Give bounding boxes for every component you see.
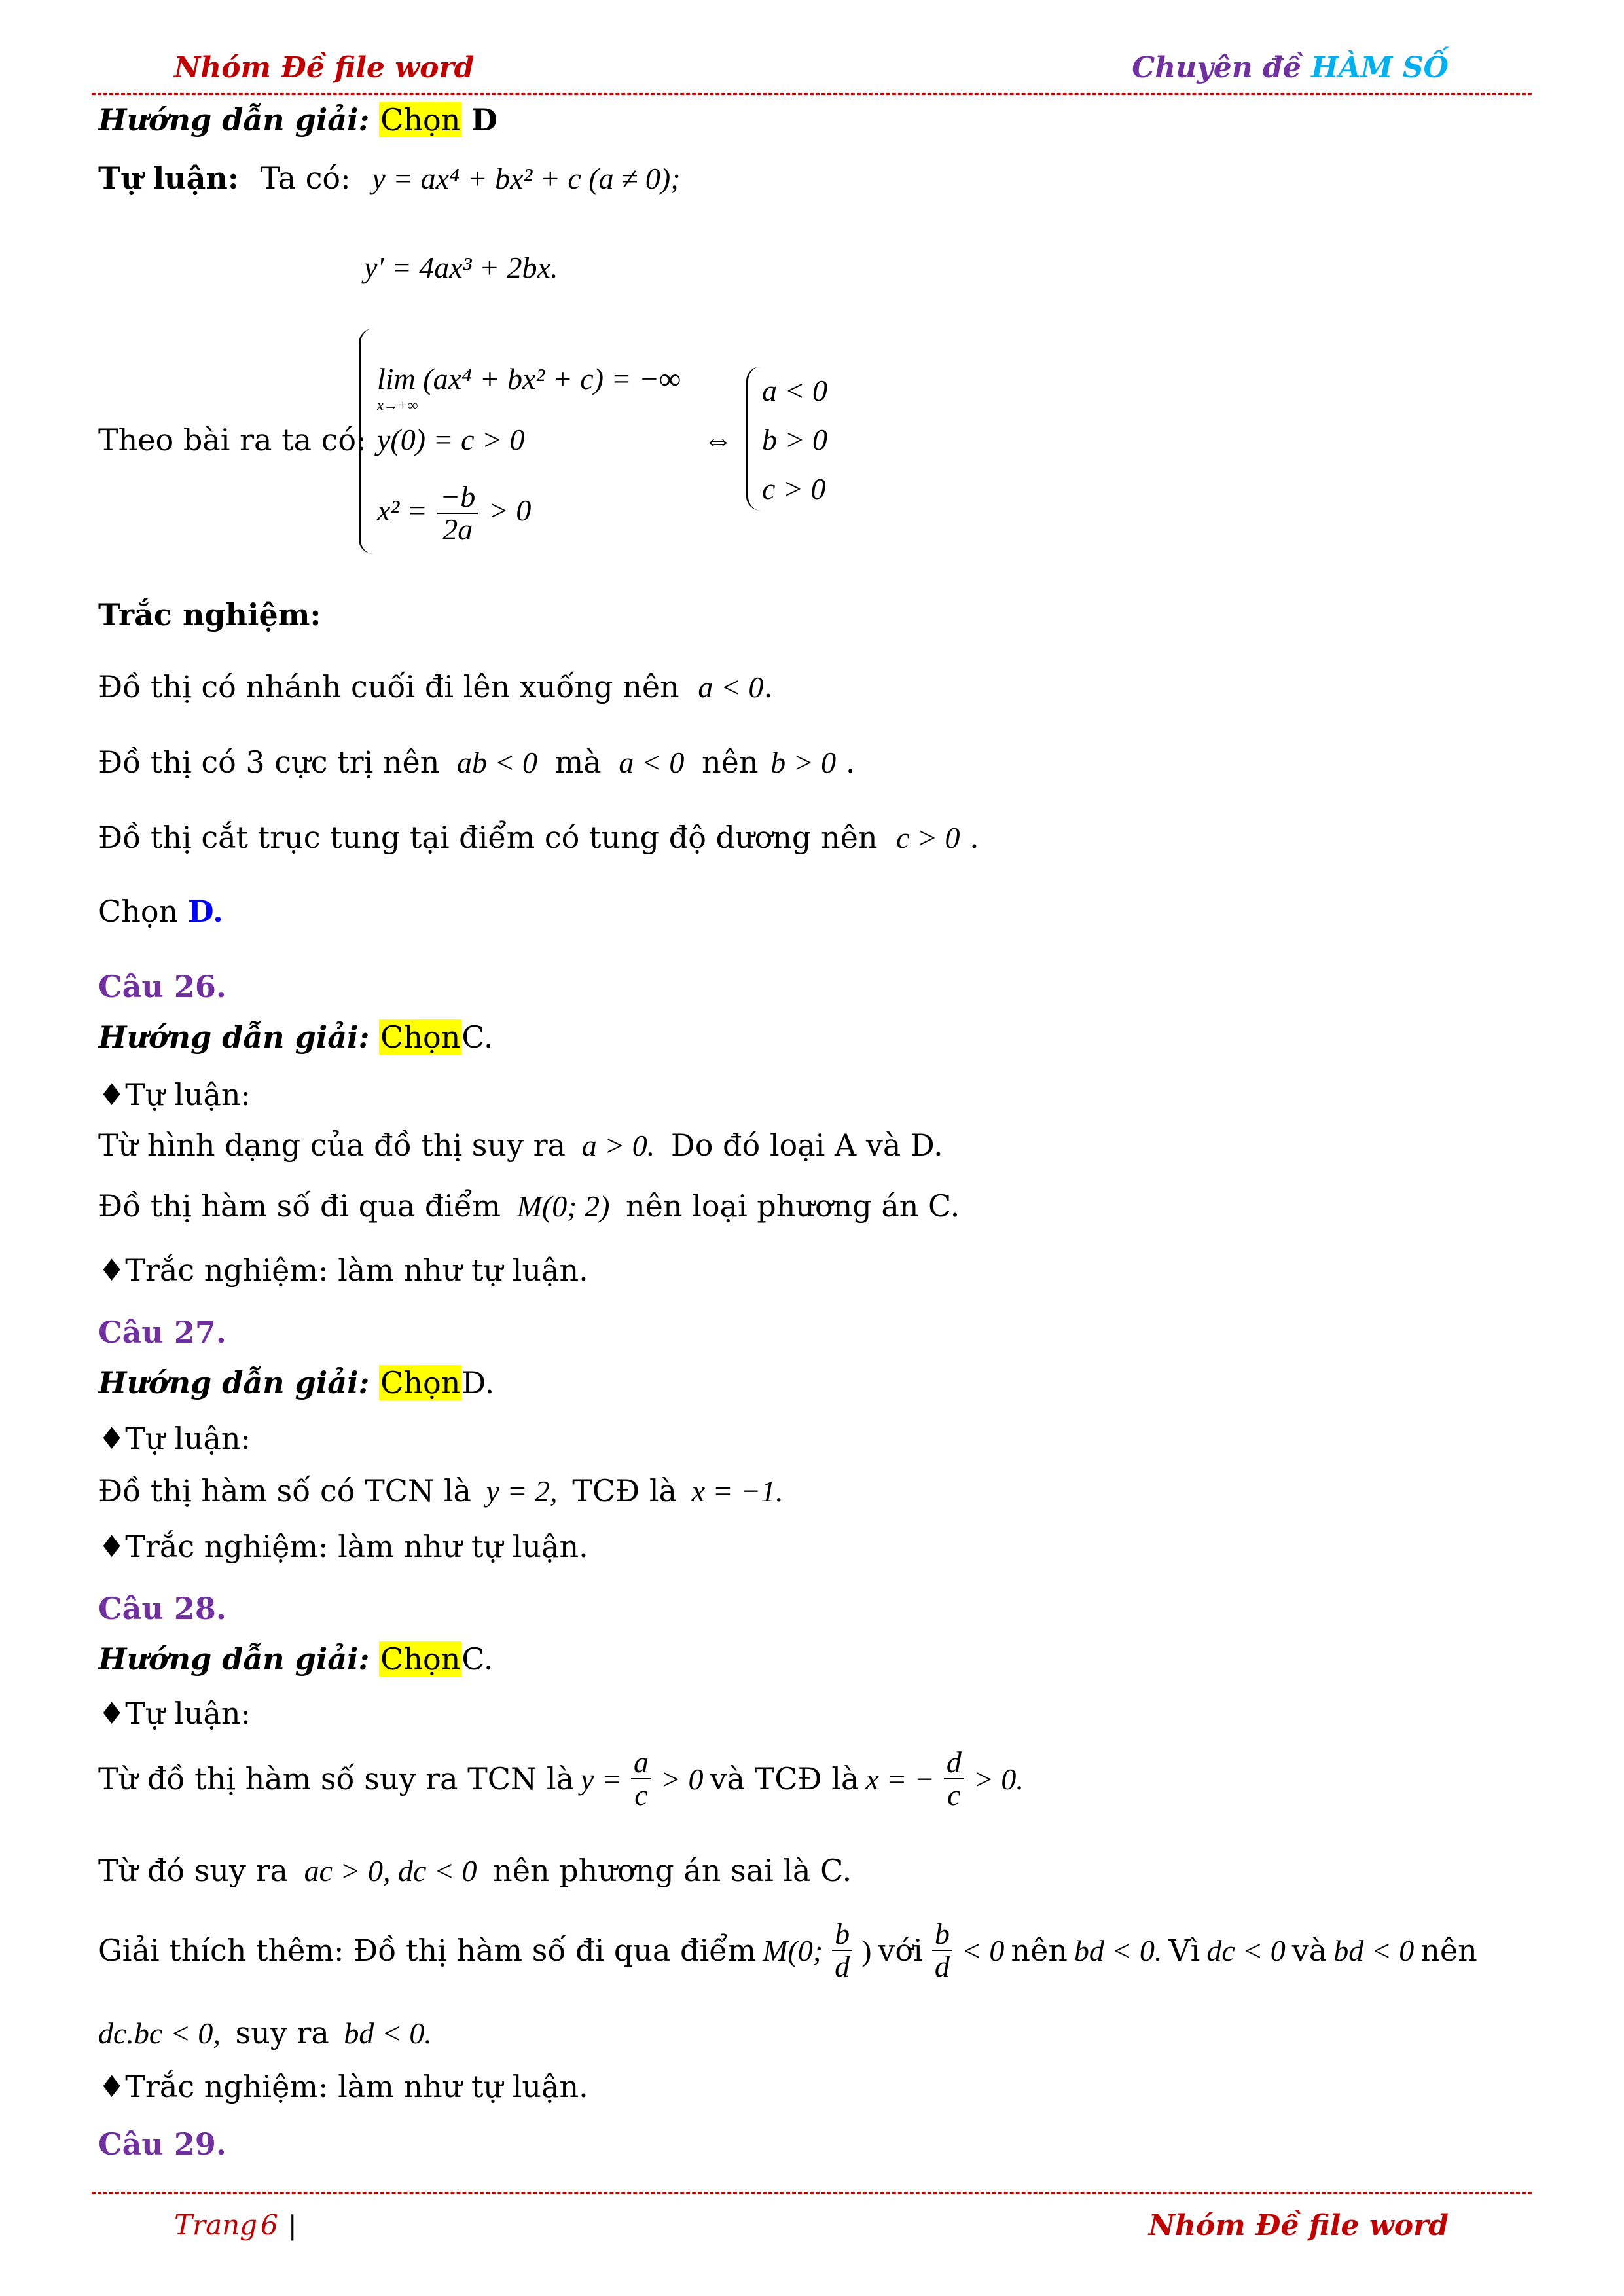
q27-l1a: Đồ thị hàm số có TCN là	[98, 1473, 471, 1508]
q28-line3	[98, 1918, 1477, 1983]
q28-tracnghiem: ♦Trắc nghiệm: làm như tự luận.	[98, 2069, 588, 2104]
q27-guide-label: Hướng dẫn giải:	[98, 1365, 370, 1400]
footer-page	[174, 2209, 297, 2241]
q25-sys1: lim (ax⁴ + bx² + c) = −∞	[377, 362, 681, 395]
q29-title: Câu 29.	[98, 2126, 226, 2162]
q27-answer: D.	[461, 1365, 495, 1400]
q28-l1a: Từ đồ thị hàm số suy ra TCN là	[98, 1761, 575, 1797]
footer-group-name: Nhóm Đề file word	[1148, 2209, 1449, 2242]
q25-sys3-num: −b	[437, 481, 478, 514]
footer-page-number: 6	[261, 2209, 278, 2241]
header-topic	[1132, 51, 1449, 84]
q25-line2-a: Đồ thị có 3 cực trị nên	[98, 744, 440, 780]
q28-l3c: nên	[1011, 1933, 1068, 1969]
q25-res2: b > 0	[762, 423, 828, 456]
q26-l2b: nên loại phương án C.	[626, 1188, 960, 1224]
q27-choose-highlight: Chọn	[380, 1365, 461, 1400]
q25-line2-m2: a < 0	[619, 746, 685, 779]
q25-iff: ⇔	[703, 423, 733, 456]
footer-rule	[92, 2192, 1532, 2194]
q25-eq-dy: y' = 4ax³ + 2bx.	[364, 251, 558, 284]
q28-l1-y: y =	[581, 1762, 622, 1796]
q25-line3-text: Đồ thị cắt trục tung tại điểm có tung độ dương nên	[98, 820, 878, 855]
q25-chon: Chọn	[98, 894, 179, 929]
q28-l1-frac	[631, 1747, 651, 1812]
q28-l3d: Vì	[1168, 1933, 1200, 1969]
q28-guide-line	[98, 1641, 494, 1677]
q28-l4m: dc.bc < 0,	[98, 2016, 221, 2050]
q28-l1-x: x = −	[865, 1762, 935, 1796]
q28-l3-M: M(0;	[763, 1933, 823, 1967]
q28-line2	[98, 1853, 852, 1888]
q28-tuluan: ♦Tự luận:	[98, 1696, 251, 1731]
q25-line2-b: mà	[554, 744, 602, 780]
q25-result-brace	[746, 367, 761, 511]
q28-l1-den2: c	[947, 1778, 961, 1812]
q25-sys1-sub: x→+∞	[377, 397, 418, 413]
q28-l3-den2: d	[934, 1950, 950, 1984]
q28-l3m1: bd < 0.	[1074, 1933, 1163, 1967]
q25-sys3-rhs: > 0	[488, 493, 532, 527]
q26-line2	[98, 1188, 960, 1224]
q26-title: Câu 26.	[98, 969, 226, 1004]
q26-tuluan: ♦Tự luận:	[98, 1077, 251, 1112]
q26-guide-label: Hướng dẫn giải:	[98, 1019, 370, 1055]
q27-l1m2: x = −1.	[691, 1474, 784, 1508]
q28-l3f: nên	[1420, 1933, 1477, 1969]
q28-choose-highlight: Chọn	[380, 1641, 461, 1677]
header-topic-prefix: Chuyên đề	[1132, 51, 1312, 84]
q28-l3b: với	[878, 1933, 923, 1969]
q28-l3m2: dc < 0	[1206, 1933, 1286, 1967]
q25-sys2: y(0) = c > 0	[377, 423, 525, 456]
header-group-name: Nhóm Đề file word	[174, 51, 475, 84]
q25-line1-math: a < 0	[698, 670, 764, 704]
q25-choose-highlight: Chọn	[380, 102, 461, 137]
q26-l1a: Từ hình dạng của đồ thị suy ra	[98, 1127, 566, 1163]
q25-tuluan-label: Tự luận:	[98, 160, 239, 196]
q25-tuluan-line	[98, 160, 681, 196]
q25-chon-answer: D.	[187, 894, 224, 929]
q28-l4m2: bd < 0.	[344, 2016, 432, 2050]
q25-res3: c > 0	[762, 472, 826, 505]
q28-l2b: nên phương án sai là C.	[493, 1853, 852, 1888]
q26-l2m: M(0; 2)	[516, 1190, 610, 1223]
q28-l3-lt: < 0	[961, 1933, 1005, 1967]
q26-l1m: a > 0.	[581, 1129, 655, 1162]
q27-title: Câu 27.	[98, 1315, 226, 1350]
q26-choose-highlight: Chọn	[380, 1019, 461, 1055]
q28-l2m: ac > 0, dc < 0	[304, 1854, 477, 1887]
q28-l1-num: a	[631, 1747, 651, 1779]
q26-tracnghiem: ♦Trắc nghiệm: làm như tự luận.	[98, 1252, 588, 1288]
q28-l3-num: b	[832, 1918, 852, 1951]
q28-l3m3: bd < 0	[1333, 1933, 1415, 1967]
q26-answer: C.	[461, 1019, 494, 1055]
header-rule	[92, 93, 1532, 95]
q28-l4a: suy ra	[235, 2015, 329, 2050]
q25-chon-line	[98, 894, 223, 929]
q28-l2a: Từ đó suy ra	[98, 1853, 288, 1888]
q25-ta-co: Ta có:	[260, 160, 351, 196]
q28-l3-frac	[832, 1918, 852, 1983]
q28-l3-close: )	[861, 1933, 872, 1967]
q25-line2-m3: b > 0	[770, 746, 837, 779]
q25-sys3-den: 2a	[442, 513, 473, 547]
q28-line1	[98, 1747, 1024, 1812]
q25-line1: Đồ thị có nhánh cuối đi lên xuống nên a < 0.	[98, 669, 773, 704]
q26-l2a: Đồ thị hàm số đi qua điểm	[98, 1188, 501, 1224]
q28-title: Câu 28.	[98, 1591, 226, 1626]
q25-line3: Đồ thị cắt trục tung tại điểm có tung độ dương nên c > 0 .	[98, 820, 979, 855]
q27-l1b: TCĐ là	[572, 1473, 677, 1508]
q28-l1-frac2	[944, 1747, 964, 1812]
footer-separator: |	[288, 2211, 297, 2241]
header-topic-highlight: HÀM SỐ	[1311, 51, 1449, 84]
q27-guide-line	[98, 1365, 494, 1400]
q28-l3a: Giải thích thêm: Đồ thị hàm số đi qua điểm	[98, 1933, 757, 1969]
q25-sys3-frac	[437, 481, 478, 546]
q25-line1-text: Đồ thị có nhánh cuối đi lên xuống nên	[98, 669, 679, 704]
q28-answer: C.	[461, 1641, 494, 1677]
q25-tracnghiem-label: Trắc nghiệm:	[98, 597, 321, 632]
q28-l3-frac2	[932, 1918, 952, 1983]
footer-page-label: Trang	[174, 2209, 258, 2241]
q25-guide-label: Hướng dẫn giải:	[98, 102, 370, 137]
q25-guide-line	[98, 102, 497, 137]
q25-theo-bai: Theo bài ra ta có:	[98, 422, 367, 458]
q28-l1-gt2: > 0.	[973, 1762, 1024, 1796]
q28-line4	[98, 2015, 432, 2050]
q25-answer: D	[471, 102, 497, 137]
q26-line1	[98, 1127, 943, 1163]
q27-l1m1: y = 2,	[486, 1474, 558, 1508]
q28-guide-label: Hướng dẫn giải:	[98, 1641, 370, 1677]
q28-l1-gt: > 0	[660, 1762, 704, 1796]
q25-sys-line3	[377, 481, 531, 546]
q25-system-brace	[359, 329, 376, 554]
q28-l1-den: c	[634, 1778, 648, 1812]
q28-l1-num2: d	[944, 1747, 964, 1779]
q28-l3-den: d	[835, 1950, 850, 1984]
q28-l3-num2: b	[932, 1918, 952, 1951]
q25-sys3-lhs: x² =	[377, 493, 427, 527]
q26-l1b: Do đó loại A và D.	[670, 1127, 943, 1163]
q25-line2-m1: ab < 0	[457, 746, 538, 779]
q28-l1b: và TCĐ là	[710, 1761, 859, 1797]
q25-sys-line1	[377, 361, 681, 396]
q25-eq-y: y = ax⁴ + bx² + c (a ≠ 0);	[372, 162, 681, 195]
q27-line1	[98, 1473, 784, 1508]
q26-guide-line	[98, 1019, 494, 1055]
q27-tuluan: ♦Tự luận:	[98, 1421, 251, 1456]
q25-line2: Đồ thị có 3 cực trị nên ab < 0 mà a < 0 nên b > 0 .	[98, 744, 856, 780]
q28-l3e: và	[1291, 1933, 1327, 1969]
q25-res1: a < 0	[762, 374, 828, 407]
q25-line3-math: c > 0	[896, 821, 960, 854]
q25-line2-c: nên	[702, 744, 759, 780]
q27-tracnghiem: ♦Trắc nghiệm: làm như tự luận.	[98, 1529, 588, 1564]
